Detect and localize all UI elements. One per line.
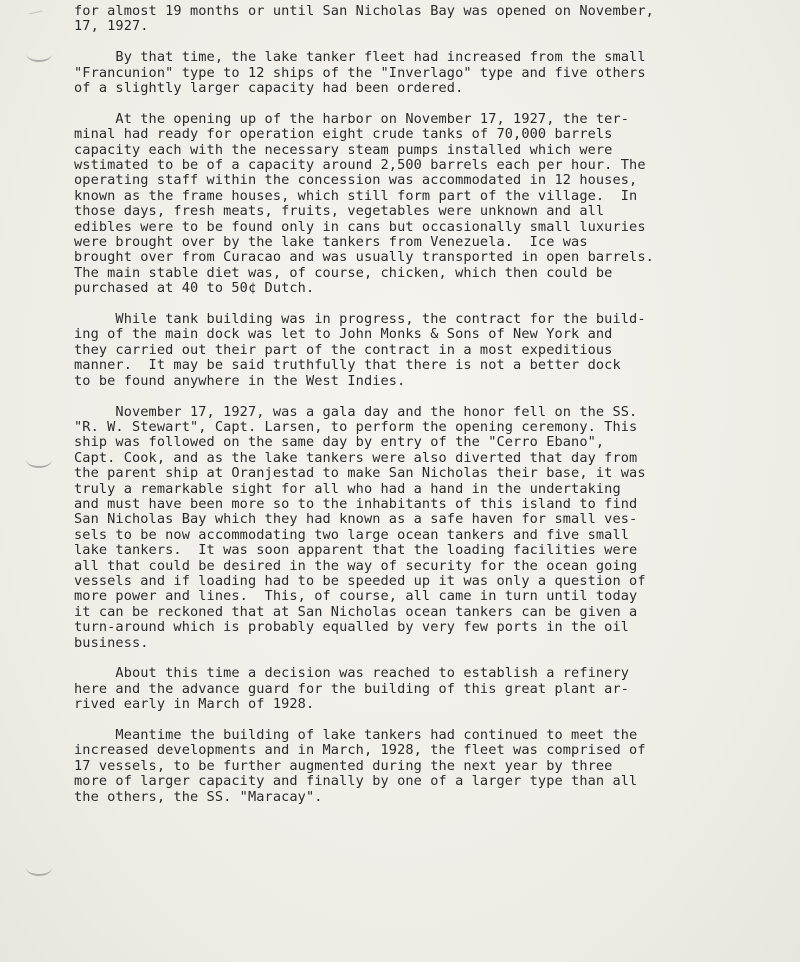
paragraph — [74, 50, 774, 96]
text-line: November 17, 1927, was a gala day and the honor fell on the SS. — [74, 403, 638, 420]
text-line: Capt. Cook, and as the lake tankers were also diverted that day from — [74, 449, 638, 466]
text-line: By that time, the lake tanker fleet had increased from the small — [74, 49, 646, 66]
text-line: San Nicholas Bay which they had known as a safe haven for small ves- — [74, 511, 638, 528]
paragraph — [74, 666, 774, 712]
paragraph — [74, 728, 774, 805]
text-line: edibles were to be found only in cans but occasionally small luxuries — [74, 218, 646, 235]
text-line: known as the frame houses, which still form part of the village. In — [74, 187, 638, 204]
paragraph — [74, 112, 774, 297]
text-line: business. — [74, 634, 149, 651]
text-line: here and the advance guard for the building of this great plant ar- — [74, 680, 630, 697]
text-line: manner. It may be said truthfully that there is not a better dock — [74, 357, 621, 374]
text-line: wstimated to be of a capacity around 2,500 barrels each per hour. The — [74, 157, 646, 174]
text-line: "R. W. Stewart", Capt. Larsen, to perform the opening ceremony. This — [74, 418, 638, 435]
text-line: sels to be now accommodating two large ocean tankers and five small — [74, 526, 630, 543]
typewritten-text-body — [74, 4, 774, 820]
text-line: the others, the SS. "Maracay". — [74, 788, 323, 805]
text-line: were brought over by the lake tankers from Venezuela. Ice was — [74, 234, 588, 251]
punch-hole-mark — [26, 860, 52, 876]
text-line: of a slightly larger capacity had been ordered. — [74, 80, 464, 97]
paragraph — [74, 405, 774, 652]
text-line: 17 vessels, to be further augmented during the next year by three — [74, 757, 613, 774]
text-line: At the opening up of the harbor on November 17, 1927, the ter- — [74, 110, 630, 127]
text-line: to be found anywhere in the West Indies. — [74, 372, 406, 389]
text-line: truly a remarkable sight for all who had a hand in the undertaking — [74, 480, 621, 497]
text-line: more of larger capacity and finally by one of a larger type than all — [74, 773, 638, 790]
text-line: purchased at 40 to 50¢ Dutch. — [74, 280, 315, 297]
punch-hole-mark — [26, 46, 52, 62]
text-line: ship was followed on the same day by entry of the "Cerro Ebano", — [74, 434, 605, 451]
text-line: About this time a decision was reached to establish a refinery — [74, 665, 630, 682]
text-line: more power and lines. This, of course, all came in turn until today — [74, 588, 638, 605]
text-line: The main stable diet was, of course, chicken, which then could be — [74, 264, 613, 281]
text-line: increased developments and in March, 1928, the fleet was comprised of — [74, 742, 646, 759]
text-line: capacity each with the necessary steam pumps installed which were — [74, 141, 613, 158]
text-line: they carried out their part of the contract in a most expeditious — [74, 341, 613, 358]
text-line: vessels and if loading had to be speeded up it was only a question of — [74, 572, 646, 589]
pencil-mark — [27, 5, 42, 15]
text-line: for almost 19 months or until San Nicholas Bay was opened on November, — [74, 3, 654, 19]
text-line: ing of the main dock was let to John Monks & Sons of New York and — [74, 326, 613, 343]
text-line: lake tankers. It was soon apparent that the loading facilities were — [74, 542, 638, 559]
punch-hole-mark — [26, 452, 52, 468]
paragraph — [74, 312, 774, 389]
text-line: Meantime the building of lake tankers had continued to meet the — [74, 727, 638, 743]
paragraph — [74, 4, 774, 35]
text-line: operating staff within the concession was accommodated in 12 houses, — [74, 172, 638, 189]
text-line: "Francunion" type to 12 ships of the "Inverlago" type and five others — [74, 64, 646, 81]
text-line: it can be reckoned that at San Nicholas ocean tankers can be given a — [74, 603, 638, 620]
text-line: turn-around which is probably equalled by very few ports in the oil — [74, 619, 630, 636]
text-line: and must have been more so to the inhabitants of this island to find — [74, 495, 638, 512]
text-line: brought over from Curacao and was usually transported in open barrels. — [74, 249, 654, 266]
text-line: those days, fresh meats, fruits, vegetables were unknown and all — [74, 203, 605, 220]
text-line: the parent ship at Oranjestad to make San Nicholas their base, it was — [74, 465, 646, 482]
text-line: 17, 1927. — [74, 18, 149, 35]
text-line: all that could be desired in the way of security for the ocean going — [74, 557, 638, 574]
text-line: While tank building was in progress, the contract for the build- — [74, 311, 646, 328]
text-line: rived early in March of 1928. — [74, 696, 315, 713]
text-line: minal had ready for operation eight crude tanks of 70,000 barrels — [74, 126, 613, 143]
